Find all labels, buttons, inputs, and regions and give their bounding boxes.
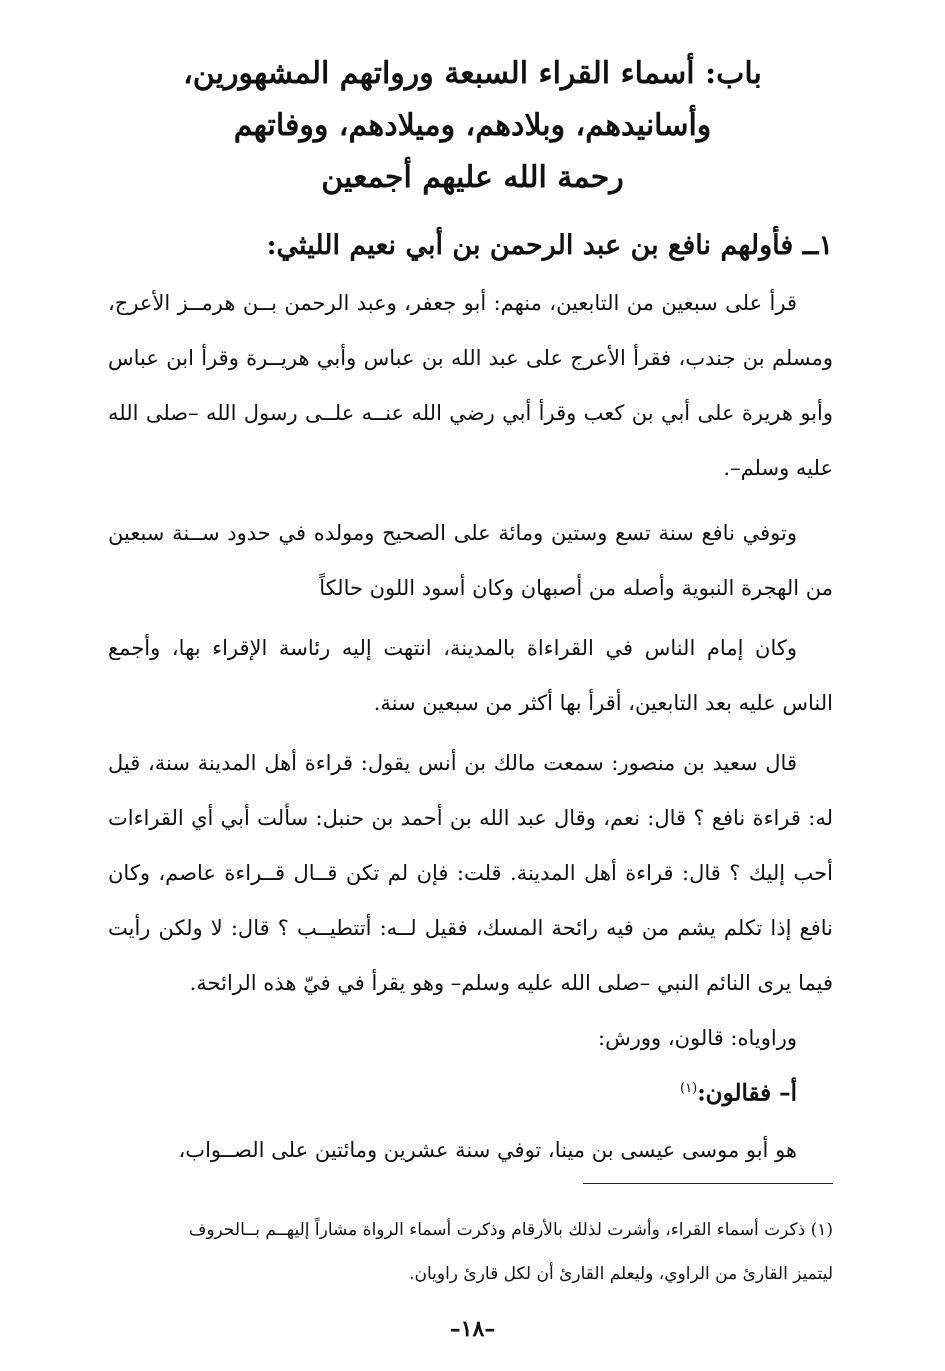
footnote-divider (583, 1183, 833, 1184)
paragraph-4: قال سعيد بن منصور: سمعت مالك بن أنس يقول: قراءة أهل المدينة سنة، قيل له: قراءة نافع ؟ قال: نعم، وقال عبد الله بن أحمد بن حنبل: سألت أبي أي القراءات أحب إليك ؟ قال: قراءة أهل المدينة. قلت: فإن لم تكن قــال قــراءة عاصم، وكان نافع إذا تكلم يشم من فيه رائحة المسك، فقيل لــه: أتتطيــب ؟ قال: لا ولكن رأيت فيما يرى النائم النبي –صلى الله عليه وسلم– وهو يقرأ في فيّ هذه الرائحة. (108, 751, 833, 995)
section-heading: ١ــ فأولهم نافع بن عبد الرحمن بن أبي نعيم الليثي: (266, 230, 833, 261)
body-text (108, 276, 833, 1178)
chapter-title-line-3: رحمة الله عليهم أجمعين (321, 160, 624, 195)
paragraph-1: قرأ على سبعين من التابعين، منهم: أبو جعفر، وعبد الرحمن بــن هرمــز الأعرج، ومسلم بن جندب، فقرأ الأعرج على عبد الله بن عباس وأبي هريــرة وقرأ ابن عباس وأبو هريرة على أبي بن كعب وقرأ أبي رضي الله عنــه علــى رسول الله –صلى الله عليه وسلم–. (108, 291, 833, 480)
chapter-title-line-1: باب: أسماء القراء السبعة ورواتهم المشهورين، (183, 56, 762, 91)
sub-heading-text: أ– فقالون: (697, 1079, 797, 1107)
paragraph-3: وكان إمام الناس في القراءاة بالمدينة، انتهت إليه رئاسة الإقراء بها، وأجمع الناس عليه بعد التابعين، أقرأ بها أكثر من سبعين سنة. (108, 636, 833, 715)
footnote-line-2: ليتميز القارئ من الراوي، وليعلم القارئ أن لكل قارئ راويان. (409, 1264, 833, 1284)
paragraph-2: وتوفي نافع سنة تسع وستين ومائة على الصحيح ومولده في حدود ســنة سبعين من الهجرة النبوية وأصله من أصبهان وكان أسود اللون حالكاً (108, 521, 833, 600)
sub-heading (108, 1066, 833, 1117)
footnote (108, 1208, 833, 1296)
footnote-line-1: (١) ذكرت أسماء القراء، وأشرت لذلك بالأرقام وذكرت أسماء الرواة مشاراً إليهــم بــالحروف (188, 1220, 833, 1240)
chapter-title-line-2: وأسانيدهم، وبلادهم، وميلادهم، ووفاتهم (233, 108, 712, 143)
page-number: –١٨– (449, 1316, 496, 1342)
narrators-line: وراوياه: قالون، وورش: (598, 1026, 797, 1050)
chapter-title (120, 48, 825, 204)
footnote-marker: (١) (680, 1081, 698, 1096)
paragraph-5: هو أبو موسى عيسى بن مينا، توفي سنة عشرين ومائتين على الصــواب، (178, 1137, 797, 1162)
